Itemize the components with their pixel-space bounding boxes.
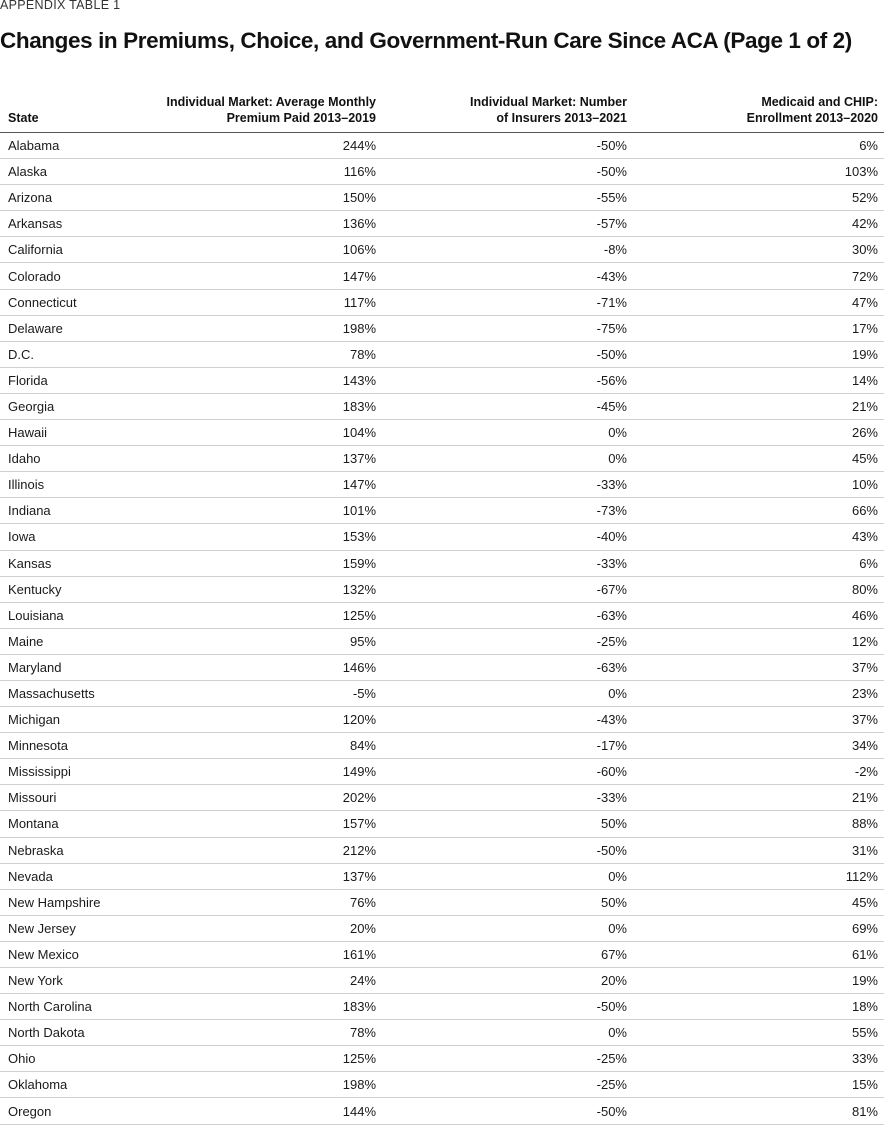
table-row [0,472,884,498]
insurers-cell: 0% [382,680,633,706]
insurers-cell: -50% [382,133,633,159]
premium-cell: 198% [131,1072,382,1098]
insurers-cell: -67% [382,576,633,602]
premium-cell: 101% [131,498,382,524]
premium-cell: 157% [131,811,382,837]
premium-cell: 125% [131,602,382,628]
table-row [0,211,884,237]
medicaid-cell: 15% [633,1072,884,1098]
table-row [0,654,884,680]
medicaid-cell: 18% [633,994,884,1020]
table-row [0,915,884,941]
medicaid-cell: 19% [633,341,884,367]
premium-cell: 95% [131,628,382,654]
page-title: Changes in Premiums, Choice, and Government-Run Care Since ACA (Page 1 of 2) [0,28,852,53]
premium-cell: 159% [131,550,382,576]
insurers-cell: -17% [382,733,633,759]
premium-cell: 150% [131,185,382,211]
table-row [0,889,884,915]
state-cell: Delaware [0,315,131,341]
column-header-medicaid [633,90,884,133]
column-header-medicaid-line1: Medicaid and CHIP: [761,95,878,109]
medicaid-cell: 23% [633,680,884,706]
insurers-cell: -75% [382,315,633,341]
table-row [0,289,884,315]
state-cell: Georgia [0,393,131,419]
medicaid-cell: 31% [633,837,884,863]
insurers-cell: 0% [382,915,633,941]
medicaid-cell: 80% [633,576,884,602]
table-row [0,1020,884,1046]
insurers-cell: -43% [382,707,633,733]
state-cell: Missouri [0,785,131,811]
insurers-cell: -57% [382,211,633,237]
insurers-cell: -50% [382,341,633,367]
medicaid-cell: 19% [633,968,884,994]
insurers-cell: 0% [382,446,633,472]
table-row [0,968,884,994]
state-cell: Minnesota [0,733,131,759]
state-cell: Idaho [0,446,131,472]
state-cell: Oklahoma [0,1072,131,1098]
column-header-premium [131,90,382,133]
medicaid-cell: 42% [633,211,884,237]
insurers-cell: -56% [382,367,633,393]
state-cell: Arkansas [0,211,131,237]
premium-cell: 120% [131,707,382,733]
medicaid-cell: 52% [633,185,884,211]
table-row [0,785,884,811]
premium-cell: 137% [131,863,382,889]
column-header-medicaid-line2: Enrollment 2013–2020 [746,111,878,125]
premium-cell: 198% [131,315,382,341]
state-cell: Louisiana [0,602,131,628]
table-row [0,446,884,472]
state-cell: Michigan [0,707,131,733]
table-row [0,1098,884,1124]
state-cell: New Mexico [0,941,131,967]
insurers-cell: 67% [382,941,633,967]
premium-cell: 78% [131,341,382,367]
insurers-cell: 0% [382,420,633,446]
premium-cell: 132% [131,576,382,602]
state-cell: Hawaii [0,420,131,446]
table-row [0,367,884,393]
premium-cell: 244% [131,133,382,159]
table-row [0,341,884,367]
medicaid-cell: 43% [633,524,884,550]
insurers-cell: -33% [382,472,633,498]
premium-cell: 106% [131,237,382,263]
table-row [0,263,884,289]
medicaid-cell: 103% [633,159,884,185]
insurers-cell: -40% [382,524,633,550]
state-cell: Nevada [0,863,131,889]
medicaid-cell: 81% [633,1098,884,1124]
state-cell: North Dakota [0,1020,131,1046]
state-cell: Massachusetts [0,680,131,706]
insurers-cell: -25% [382,1046,633,1072]
insurers-cell: -43% [382,263,633,289]
table-row [0,707,884,733]
medicaid-cell: 6% [633,550,884,576]
column-header-premium-line1: Individual Market: Average Monthly [166,95,376,109]
medicaid-cell: 14% [633,367,884,393]
column-header-insurers [382,90,633,133]
state-cell: Maryland [0,654,131,680]
premium-cell: 202% [131,785,382,811]
medicaid-cell: 21% [633,785,884,811]
state-cell: Kansas [0,550,131,576]
table-row [0,941,884,967]
table-row [0,237,884,263]
insurers-cell: -8% [382,237,633,263]
premium-cell: 117% [131,289,382,315]
state-cell: Illinois [0,472,131,498]
insurers-cell: -71% [382,289,633,315]
state-cell: Mississippi [0,759,131,785]
data-table [0,90,884,1125]
state-cell: Florida [0,367,131,393]
table-row [0,576,884,602]
insurers-cell: 50% [382,889,633,915]
state-cell: Maine [0,628,131,654]
table-row [0,133,884,159]
medicaid-cell: 10% [633,472,884,498]
state-cell: Nebraska [0,837,131,863]
medicaid-cell: 21% [633,393,884,419]
medicaid-cell: 55% [633,1020,884,1046]
table-row [0,524,884,550]
premium-cell: 24% [131,968,382,994]
premium-cell: 153% [131,524,382,550]
premium-cell: 212% [131,837,382,863]
medicaid-cell: 69% [633,915,884,941]
insurers-cell: -50% [382,1098,633,1124]
table-row [0,159,884,185]
state-cell: California [0,237,131,263]
insurers-cell: 50% [382,811,633,837]
state-cell: Connecticut [0,289,131,315]
insurers-cell: 0% [382,863,633,889]
table-row [0,550,884,576]
column-header-insurers-line2: of Insurers 2013–2021 [496,111,627,125]
table-body [0,133,884,1125]
premium-cell: 84% [131,733,382,759]
state-cell: North Carolina [0,994,131,1020]
insurers-cell: -63% [382,602,633,628]
table-row [0,1072,884,1098]
medicaid-cell: 45% [633,446,884,472]
premium-cell: 161% [131,941,382,967]
insurers-cell: -50% [382,159,633,185]
table-row [0,837,884,863]
state-cell: Indiana [0,498,131,524]
state-cell: D.C. [0,341,131,367]
medicaid-cell: 46% [633,602,884,628]
insurers-cell: -73% [382,498,633,524]
insurers-cell: 20% [382,968,633,994]
table-row [0,863,884,889]
premium-cell: 144% [131,1098,382,1124]
medicaid-cell: 6% [633,133,884,159]
insurers-cell: -63% [382,654,633,680]
table-row [0,733,884,759]
state-cell: Montana [0,811,131,837]
medicaid-cell: 66% [633,498,884,524]
column-header-insurers-line1: Individual Market: Number [470,95,627,109]
medicaid-cell: 112% [633,863,884,889]
insurers-cell: -50% [382,837,633,863]
medicaid-cell: 72% [633,263,884,289]
insurers-cell: -25% [382,628,633,654]
insurers-cell: 0% [382,1020,633,1046]
premium-cell: 183% [131,994,382,1020]
table-row [0,420,884,446]
medicaid-cell: 88% [633,811,884,837]
premium-cell: 76% [131,889,382,915]
premium-cell: 183% [131,393,382,419]
state-cell: Kentucky [0,576,131,602]
medicaid-cell: 34% [633,733,884,759]
table-row [0,811,884,837]
medicaid-cell: -2% [633,759,884,785]
table-row [0,759,884,785]
insurers-cell: -33% [382,785,633,811]
column-header-state [0,90,131,133]
medicaid-cell: 12% [633,628,884,654]
table-row [0,393,884,419]
state-cell: Ohio [0,1046,131,1072]
insurers-cell: -60% [382,759,633,785]
insurers-cell: -33% [382,550,633,576]
state-cell: Alaska [0,159,131,185]
medicaid-cell: 47% [633,289,884,315]
insurers-cell: -45% [382,393,633,419]
table-row [0,498,884,524]
premium-cell: 143% [131,367,382,393]
state-cell: New Hampshire [0,889,131,915]
medicaid-cell: 61% [633,941,884,967]
insurers-cell: -55% [382,185,633,211]
premium-cell: 149% [131,759,382,785]
state-cell: Colorado [0,263,131,289]
premium-cell: 147% [131,472,382,498]
table-row [0,315,884,341]
state-cell: Iowa [0,524,131,550]
premium-cell: 104% [131,420,382,446]
column-header-premium-line2: Premium Paid 2013–2019 [226,111,376,125]
state-cell: New York [0,968,131,994]
premium-cell: 20% [131,915,382,941]
column-header-state-line1: State [8,111,39,125]
premium-cell: 125% [131,1046,382,1072]
medicaid-cell: 26% [633,420,884,446]
medicaid-cell: 17% [633,315,884,341]
insurers-cell: -50% [382,994,633,1020]
table-row [0,994,884,1020]
appendix-label: APPENDIX TABLE 1 [0,0,121,12]
premium-cell: 137% [131,446,382,472]
medicaid-cell: 33% [633,1046,884,1072]
premium-cell: -5% [131,680,382,706]
medicaid-cell: 37% [633,654,884,680]
premium-cell: 147% [131,263,382,289]
header-row [0,90,884,133]
table-row [0,602,884,628]
medicaid-cell: 37% [633,707,884,733]
state-cell: Arizona [0,185,131,211]
table-row [0,680,884,706]
medicaid-cell: 45% [633,889,884,915]
insurers-cell: -25% [382,1072,633,1098]
table-row [0,1046,884,1072]
premium-cell: 136% [131,211,382,237]
table-header [0,90,884,133]
state-cell: New Jersey [0,915,131,941]
table-row [0,185,884,211]
premium-cell: 116% [131,159,382,185]
table-row [0,628,884,654]
premium-cell: 78% [131,1020,382,1046]
premium-cell: 146% [131,654,382,680]
state-cell: Alabama [0,133,131,159]
state-cell: Oregon [0,1098,131,1124]
medicaid-cell: 30% [633,237,884,263]
